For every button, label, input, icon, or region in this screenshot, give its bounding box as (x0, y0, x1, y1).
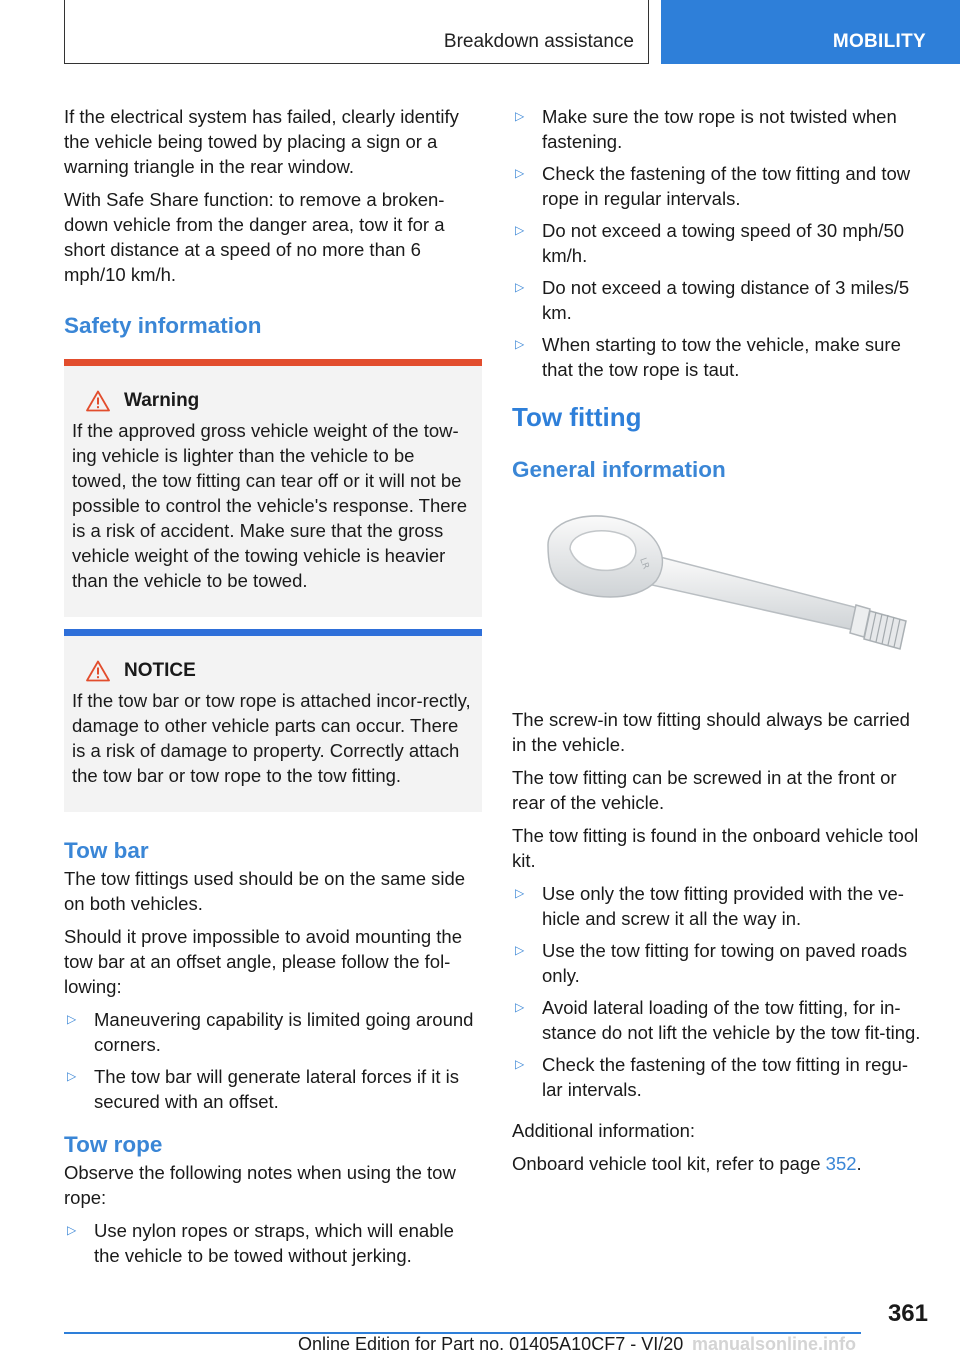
tow-bar-paragraph: Should it prove impossible to avoid mounting the tow bar at an offset angle, please follow the fol-lowing: (64, 926, 462, 997)
tow-rope-heading: Tow rope (64, 1132, 163, 1157)
intro-paragraph: If the electrical system has failed, clearly identify the vehicle being towed by placing a sign or a warning triangle in the rear window. (64, 106, 459, 177)
list-item: ▷ Maneuvering capability is limited going around corners. (67, 1009, 474, 1055)
tow-fitting-list (512, 881, 928, 1102)
warning-text: If the approved gross vehicle weight of the tow-ing vehicle is lighter than the vehicle to be towed, the tow fitting can tear off or it will not be possible to control the vehicle's response. There is a risk of accident. Make sure that the gross vehicle weight of the towing vehicle is heavier than the vehicle to be towed. (72, 420, 467, 591)
tow-fitting-heading: Tow fitting (512, 402, 642, 432)
tow-bar-list (64, 1007, 482, 1114)
right-column (512, 104, 928, 1184)
tow-rope-list-continued (512, 104, 928, 382)
chapter-title: Breakdown assistance (443, 31, 634, 52)
list-item: ▷ Use the tow fitting for towing on paved roads only. (515, 940, 908, 986)
bullet-triangle-icon: ▷ (515, 886, 525, 900)
list-item: ▷ Use nylon ropes or straps, which will enable the vehicle to be towed without jerking. (67, 1220, 454, 1266)
list-item: ▷ Do not exceed a towing speed of 30 mph/50 km/h. (515, 220, 905, 266)
notice-triangle-icon (86, 660, 110, 682)
notice-box (64, 629, 482, 812)
general-information-heading: General information (512, 457, 726, 482)
list-item: ▷ When starting to tow the vehicle, make sure that the tow rope is taut. (515, 334, 901, 380)
bullet-triangle-icon: ▷ (515, 943, 525, 957)
list-item: ▷ The tow bar will generate lateral forces if it is secured with an offset. (67, 1066, 460, 1112)
intro-paragraph: With Safe Share function: to remove a broken-down vehicle from the danger area, tow it for a short distance at a speed of no more than 6 mph/10 km/h. (64, 189, 445, 285)
notice-text: If the tow bar or tow rope is attached incor-rectly, damage to other vehicle parts can occur. There is a risk of damage to property. Correctly attach the tow bar or tow rope to the tow fitting. (72, 690, 471, 786)
warning-title: Warning (124, 390, 200, 411)
tow-fitting-illustration (540, 505, 930, 685)
bullet-triangle-icon: ▷ (515, 109, 525, 123)
fitting-paragraph: The tow fitting can be screwed in at the front or rear of the vehicle. (512, 767, 897, 813)
section-title: MOBILITY (832, 31, 926, 52)
notice-title: NOTICE (124, 660, 196, 681)
warning-box (64, 359, 482, 617)
list-item: ▷ Avoid lateral loading of the tow fitting, for in-stance do not lift the vehicle by the tow fit-ting. (515, 997, 921, 1043)
watermark: manualsonline.info (692, 1334, 857, 1354)
list-item: ▷ Check the fastening of the tow fitting and tow rope in regular intervals. (515, 163, 911, 209)
list-item: ▷ Do not exceed a towing distance of 3 miles/5 km. (515, 277, 910, 323)
bullet-triangle-icon: ▷ (515, 166, 525, 180)
bullet-triangle-icon: ▷ (515, 280, 525, 294)
bullet-triangle-icon: ▷ (67, 1223, 77, 1237)
additional-information-label: Additional information: (512, 1120, 696, 1141)
fitting-paragraph: The screw-in tow fitting should always be carried in the vehicle. (512, 709, 910, 755)
tow-rope-list (64, 1218, 482, 1268)
left-column (64, 104, 482, 1276)
page-reference: Onboard vehicle tool kit, refer to page 352. (512, 1153, 862, 1174)
warning-triangle-icon (86, 390, 110, 412)
list-item: ▷ Use only the tow fitting provided with the ve-hicle and screw it all the way in. (515, 883, 904, 929)
list-item: ▷ Make sure the tow rope is not twisted when fastening. (515, 106, 897, 152)
bullet-triangle-icon: ▷ (67, 1069, 77, 1083)
page-reference-link[interactable]: 352 (825, 1153, 857, 1174)
bullet-triangle-icon: ▷ (67, 1012, 77, 1026)
chapter-tab (64, 0, 649, 64)
fitting-paragraph: The tow fitting is found in the onboard vehicle tool kit. (512, 825, 919, 871)
section-tab (661, 0, 960, 64)
tow-bar-paragraph: The tow fittings used should be on the same side on both vehicles. (64, 868, 466, 914)
svg-text:LR: LR (637, 556, 651, 571)
bullet-triangle-icon: ▷ (515, 223, 525, 237)
list-item: ▷ Check the fastening of the tow fitting in regu-lar intervals. (515, 1054, 909, 1100)
bullet-triangle-icon: ▷ (515, 1057, 525, 1071)
page-number: 361 (887, 1300, 928, 1327)
tow-bar-heading: Tow bar (64, 838, 149, 863)
safety-heading: Safety information (64, 313, 262, 338)
bullet-triangle-icon: ▷ (515, 1000, 525, 1014)
edition-footer: Online Edition for Part no. 01405A10CF7 - VI/20 (298, 1334, 684, 1354)
tow-rope-paragraph: Observe the following notes when using the tow rope: (64, 1162, 456, 1208)
page-header (0, 0, 960, 66)
bullet-triangle-icon: ▷ (515, 337, 525, 351)
